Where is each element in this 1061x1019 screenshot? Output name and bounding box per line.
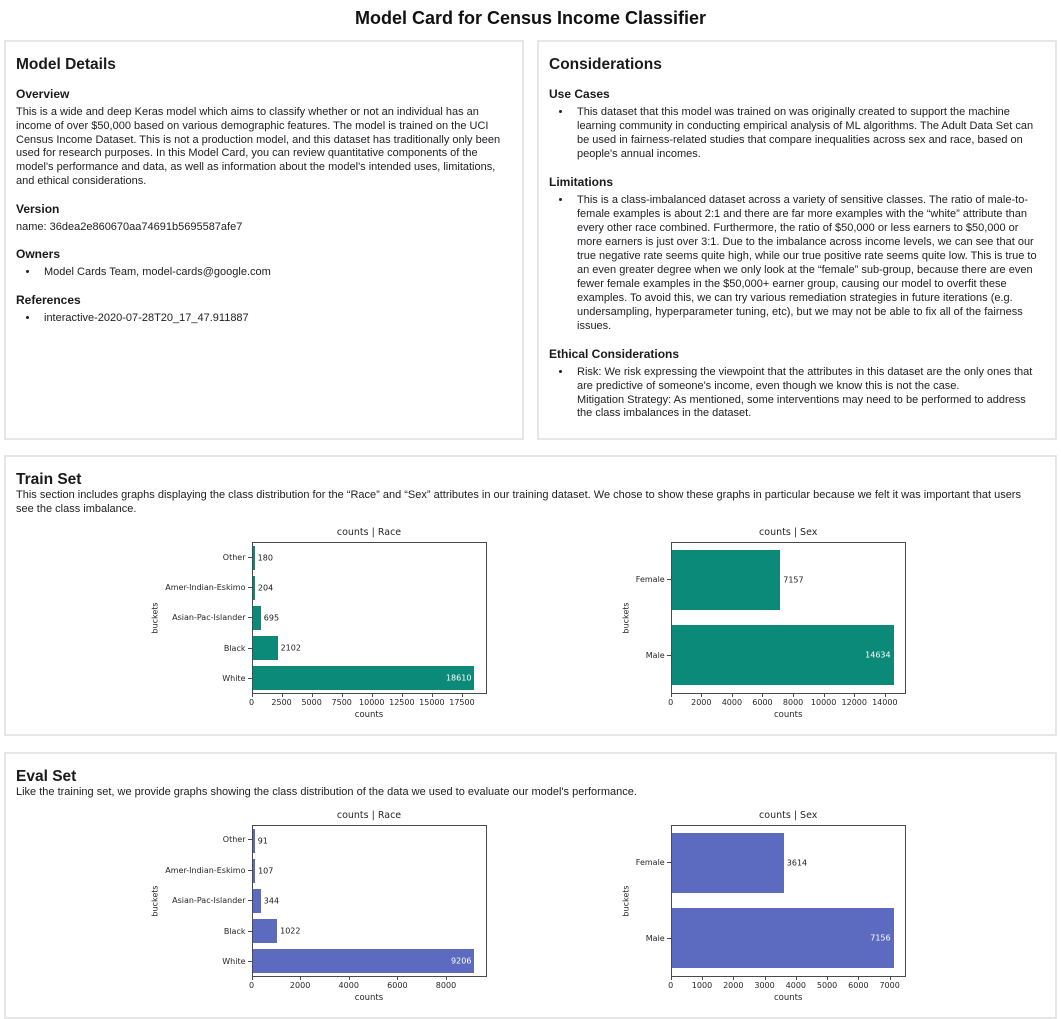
bar-row (253, 633, 486, 663)
y-tick-label: Female (635, 858, 665, 868)
chart-x-ticks (668, 977, 906, 992)
x-tick-label: 10000 (810, 697, 837, 707)
chart-title: counts | Race (336, 809, 402, 821)
bar-row (253, 946, 486, 976)
x-tick-mark (824, 694, 825, 697)
considerations-title: Considerations (549, 56, 662, 73)
bar-value-label: 14634 (865, 650, 891, 660)
chart-title: counts | Sex (759, 809, 818, 821)
y-tick-label: Black (223, 643, 246, 653)
x-tick-label: 0 (668, 697, 674, 707)
chart-title: counts | Sex (759, 526, 818, 538)
y-tick (161, 855, 251, 885)
bar (253, 546, 255, 570)
x-tick-mark (733, 977, 734, 980)
y-tick-label: Amer-Indian-Eskimo (165, 583, 246, 593)
y-tick-label: Male (645, 651, 665, 661)
x-tick-label: 7500 (331, 697, 352, 707)
bar-value-label: 9206 (451, 956, 472, 966)
y-tick (161, 664, 251, 694)
version-text: name: 36dea2e860670aa74691b5695587afe7 (16, 220, 243, 233)
limitations-heading: Limitations (549, 174, 614, 189)
x-tick-mark (300, 977, 301, 980)
x-tick-label: 4000 (721, 697, 743, 707)
chart-y-ticks (161, 825, 251, 977)
chart-y-axis-label: buckets (621, 885, 631, 917)
x-tick-label: 3000 (754, 980, 775, 990)
train-set-title: Train Set (16, 471, 82, 489)
x-tick-label: 14000 (872, 697, 898, 707)
x-tick-mark (796, 977, 797, 980)
x-tick-mark (432, 694, 433, 697)
limitations-list (549, 194, 1039, 334)
x-tick-mark (765, 977, 766, 980)
bar-row (672, 826, 905, 901)
train-race-bar-chart (149, 527, 486, 720)
version-heading: Version (16, 201, 60, 216)
x-tick-mark (402, 694, 403, 697)
x-tick-mark (858, 977, 859, 980)
chart-y-ticks (632, 825, 671, 977)
chart-x-ticks (668, 694, 906, 709)
reference-item: • interactive-2020-07-28T20_17_47.911887 (39, 312, 506, 326)
bar (253, 636, 278, 660)
use-case-item: • This dataset that this model was trained on was originally created to support the machine learning community in conducting empirical analysis of ML algorithms. The Adult Data Set can be used in fairness-related studies that compare inequalities across sex and race, based on people's annual incomes. (572, 106, 1039, 162)
considerations-card (537, 40, 1057, 440)
x-tick-label: 4000 (338, 980, 359, 990)
bar-value-label: 344 (263, 896, 280, 906)
chart-plot-area (252, 825, 487, 977)
eval-set-card (4, 752, 1057, 1019)
bar (253, 919, 278, 943)
y-tick (161, 633, 251, 663)
y-tick-label: Asian-Pac-Islander (172, 613, 246, 623)
ethical-consideration-item (572, 366, 1039, 422)
x-tick-mark (793, 694, 794, 697)
x-tick-mark (854, 694, 855, 697)
x-tick-label: 12000 (841, 697, 867, 707)
x-tick-label: 6000 (848, 980, 869, 990)
model-details-title: Model Details (16, 56, 116, 73)
chart-y-axis-label: buckets (150, 885, 160, 917)
x-tick-label: 17500 (449, 697, 475, 707)
limitation-item: • This is a class-imbalanced dataset across a variety of sensitive classes. The ratio of male-to-female examples is about 2:1 and there are far more examples with the “white” attribute than every other race combined. Furthermore, the ratio of $50,000 or less earners to $50,000 or more earners is just over 3:1. Due to the imbalance across income levels, we can see that our true negative rate seems quite high, while our true positive rate seems quite low. This is true to an even greater degree when we only look at the “female” sub-group, because there are even fewer female examples in the $50,000+ earner group, causing our model to overfit these examples. To avoid this, we can try various remediation strategies in future iterations (e.g. undersampling, hyperparameter tuning, etc), but we may not be able to fix all of the fairness issues. (572, 194, 1039, 334)
eval-charts-row (16, 810, 1039, 1003)
y-tick (161, 886, 251, 916)
bar-row (672, 618, 905, 693)
bar-value-label: 180 (257, 553, 273, 563)
bar (253, 576, 255, 600)
x-tick-mark (349, 977, 350, 980)
bar-value-label: 695 (263, 613, 280, 623)
owners-heading: Owners (16, 247, 61, 262)
x-tick-mark (671, 694, 672, 697)
x-tick-mark (671, 977, 672, 980)
bar-row (253, 886, 486, 916)
bar-row (253, 603, 486, 633)
bar-row (253, 663, 486, 693)
x-tick-label: 8000 (782, 697, 804, 707)
chart-x-axis-label: counts (774, 992, 803, 1003)
y-tick (161, 542, 251, 572)
owner-item: • Model Cards Team, model-cards@google.com (39, 266, 506, 280)
x-tick-mark (282, 694, 283, 697)
bar-row (672, 543, 905, 618)
ethical-risk-text: • Risk: We risk expressing the viewpoint that the attributes in this dataset are the only ones that are predictive of someone's income, even though we know this is not the case. (577, 365, 1033, 392)
chart-plot-area (671, 825, 906, 977)
bar (253, 949, 475, 973)
x-tick-label: 5000 (816, 980, 838, 990)
x-tick-mark (462, 694, 463, 697)
y-tick-label: Black (223, 926, 246, 936)
y-tick-label: Male (645, 934, 665, 944)
x-tick-label: 15000 (419, 697, 445, 707)
chart-x-axis-label: counts (354, 992, 384, 1003)
bar-value-label: 2102 (280, 643, 301, 653)
page-title: Model Card for Census Income Classifier (354, 8, 707, 28)
x-tick-mark (890, 977, 891, 980)
eval-set-description: Like the training set, we provide graphs showing the class distribution of the data we used to evaluate our model's performance. (16, 785, 637, 798)
ethical-considerations-heading: Ethical Considerations (549, 346, 680, 361)
eval-set-title: Eval Set (16, 767, 77, 785)
x-tick-label: 4000 (785, 980, 806, 990)
x-tick-label: 2000 (723, 980, 744, 990)
chart-y-ticks (161, 542, 251, 694)
x-tick-mark (885, 694, 886, 697)
x-tick-label: 1000 (691, 980, 713, 990)
references-heading: References (16, 293, 81, 308)
overview-text: This is a wide and deep Keras model which aims to classify whether or not an individual has an income of over $50,000 based on various demographic features. The model is trained on the UCI Census Income Dataset. This is not a production model, and this dataset has traditionally only been used for research purposes. In this Model Card, you can review quantitative components of the model's performance and data, as well as information about the model's intended uses, limitations, and ethical considerations. (16, 106, 501, 187)
use-cases-list (549, 106, 1039, 162)
x-tick-mark (397, 977, 398, 980)
use-cases-heading: Use Cases (549, 87, 610, 101)
bar (672, 908, 894, 968)
x-tick-label: 10000 (359, 697, 385, 707)
x-tick-mark (252, 977, 253, 980)
y-tick (161, 916, 251, 946)
bar-value-label: 18610 (445, 673, 472, 683)
y-tick-label: Other (222, 835, 246, 845)
train-set-card (4, 455, 1057, 736)
y-tick (632, 542, 671, 618)
x-tick-label: 0 (668, 980, 674, 990)
x-tick-mark (372, 694, 373, 697)
y-tick-label: White (222, 674, 246, 684)
bar-value-label: 7156 (870, 933, 891, 943)
bar-value-label: 1022 (280, 926, 301, 936)
bar-row (253, 856, 486, 886)
chart-title: counts | Race (336, 526, 402, 538)
bar-row (253, 826, 486, 856)
y-tick (161, 946, 251, 976)
y-tick (161, 572, 251, 602)
y-tick-label: Amer-Indian-Eskimo (165, 865, 246, 875)
x-tick-mark (702, 977, 703, 980)
x-tick-mark (252, 694, 253, 697)
references-list (16, 312, 506, 326)
x-tick-mark (446, 977, 447, 980)
owners-list (16, 266, 506, 280)
x-tick-label: 2500 (271, 697, 292, 707)
bar-row (253, 916, 486, 946)
x-tick-label: 2000 (691, 697, 712, 707)
chart-x-ticks (248, 694, 487, 709)
chart-plot-area (252, 542, 487, 694)
y-tick (632, 618, 671, 694)
train-sex-bar-chart (620, 527, 906, 720)
bar (253, 889, 261, 913)
x-tick-label: 6000 (752, 697, 773, 707)
y-tick (161, 825, 251, 855)
x-tick-label: 12500 (389, 697, 415, 707)
chart-x-axis-label: counts (354, 709, 384, 720)
bar-value-label: 3614 (786, 858, 808, 868)
chart-x-axis-label: counts (774, 709, 803, 720)
x-tick-label: 8000 (435, 980, 457, 990)
eval-sex-bar-chart (620, 810, 906, 1003)
train-set-description: This section includes graphs displaying the class distribution for the “Race” and “Sex” attributes in our training dataset. We chose to show these graphs in particular because we felt it was important that users see the class imbalance. (16, 489, 1021, 516)
x-tick-mark (701, 694, 702, 697)
chart-y-axis-label: buckets (621, 602, 631, 634)
chart-x-ticks (248, 977, 487, 992)
chart-plot-area (671, 542, 906, 694)
bar-value-label: 204 (257, 583, 274, 593)
ethical-considerations-list (549, 366, 1039, 422)
bar-row (253, 573, 486, 603)
x-tick-label: 0 (248, 980, 255, 990)
bar (253, 666, 475, 690)
x-tick-mark (312, 694, 313, 697)
eval-race-bar-chart (149, 810, 486, 1003)
bar-row (672, 901, 905, 976)
y-tick (632, 901, 671, 977)
x-tick-label: 0 (248, 697, 255, 707)
y-tick-label: White (222, 957, 246, 967)
x-tick-label: 6000 (387, 980, 408, 990)
bar (672, 625, 894, 685)
x-tick-label: 5000 (301, 697, 322, 707)
bar (253, 829, 255, 853)
y-tick (632, 825, 671, 901)
y-tick-label: Other (222, 552, 246, 562)
bar-value-label: 107 (258, 866, 274, 876)
y-tick-label: Female (635, 575, 665, 585)
chart-y-axis-label: buckets (150, 602, 160, 634)
bar (672, 833, 784, 893)
bar-value-label: 7157 (783, 575, 804, 585)
bar-value-label: 91 (257, 836, 268, 846)
x-tick-mark (827, 977, 828, 980)
train-charts-row (16, 527, 1039, 720)
chart-y-ticks (632, 542, 671, 694)
bar (672, 550, 781, 610)
ethical-mitigation-text: Mitigation Strategy: As mentioned, some interventions may need to be performed to address the class imbalances in the dataset. (577, 393, 1026, 420)
model-details-card (4, 40, 524, 440)
bar (253, 859, 256, 883)
x-tick-label: 2000 (289, 980, 311, 990)
x-tick-mark (732, 694, 733, 697)
x-tick-mark (762, 694, 763, 697)
overview-heading: Overview (16, 87, 70, 101)
y-tick-label: Asian-Pac-Islander (172, 896, 246, 906)
top-cards-row (4, 40, 1057, 440)
x-tick-label: 7000 (879, 980, 900, 990)
bar-row (253, 543, 486, 573)
bar (253, 606, 261, 630)
x-tick-mark (342, 694, 343, 697)
y-tick (161, 603, 251, 633)
